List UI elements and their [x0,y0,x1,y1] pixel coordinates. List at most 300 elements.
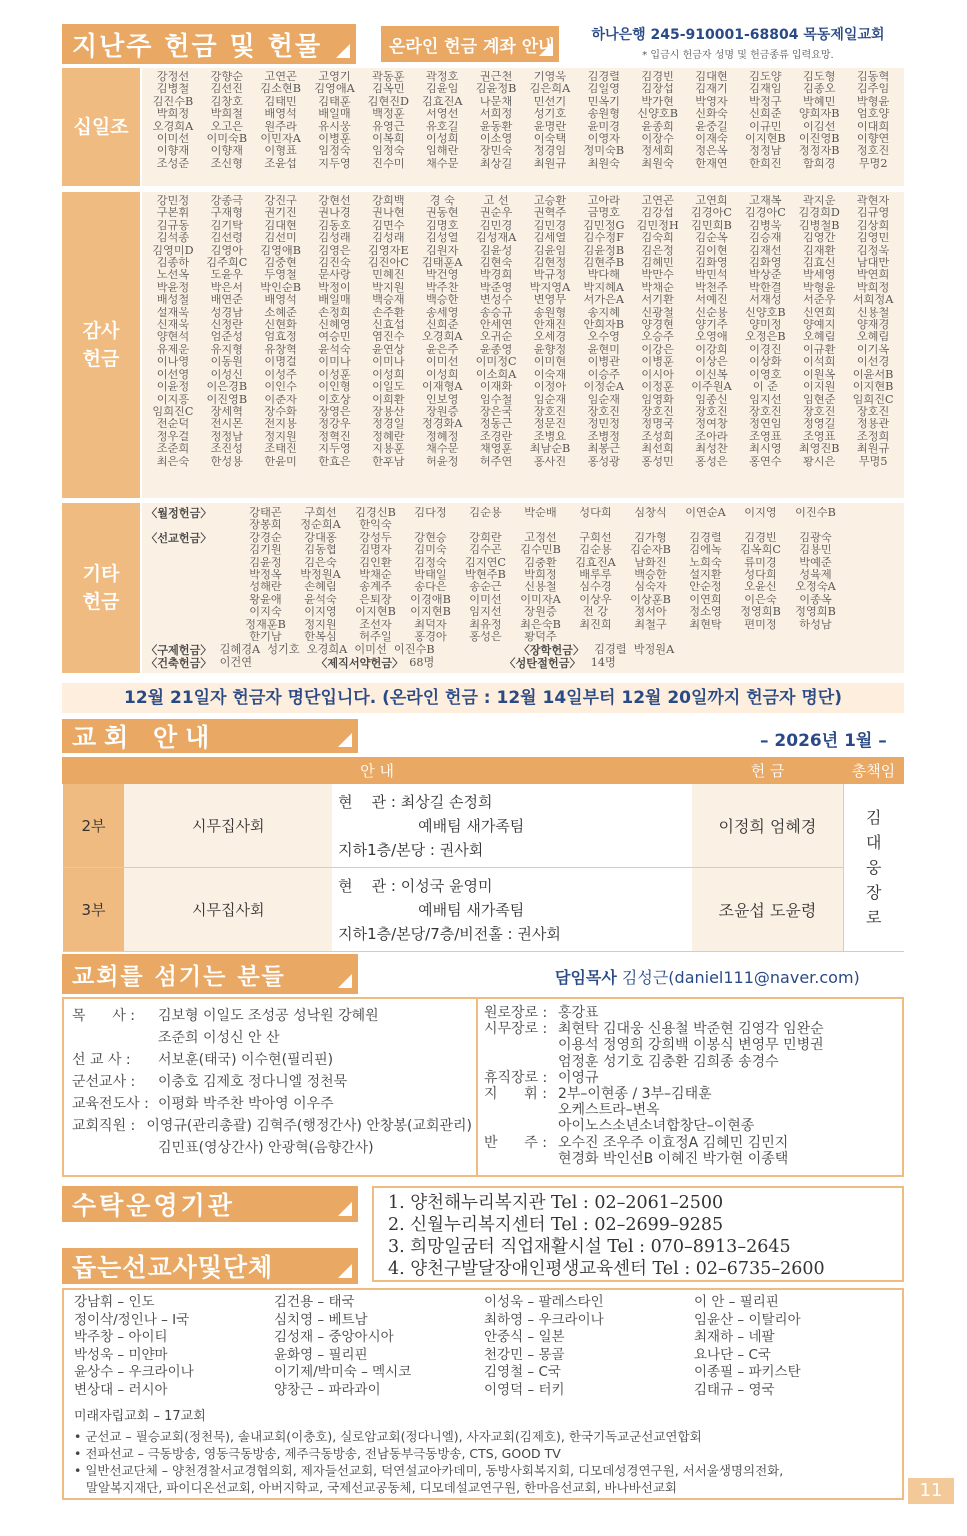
donor-name: 이기옥 [856,343,890,356]
donor-name: 유호길 [426,120,459,133]
donor-name: 박영자 [695,95,728,108]
donor-name: 이신복 [695,368,728,381]
donor-name [788,631,843,643]
missionary-item: 천강민 – 몽골 [484,1346,565,1363]
donor-name [843,631,898,643]
donor-name: 박지영A [529,281,571,294]
donor-name: 이동원 [210,356,243,369]
donor-name: 김태훈 [318,95,351,108]
donor-name: 최덕자 [414,618,447,631]
donor-name [843,532,898,544]
donor-name: 김병철B [798,219,840,232]
donor-name: 정서아 [634,606,667,619]
donor-name: 손주환 [372,306,405,319]
bank-account: 하나은행 245-910001-68804 목동제일교회 [591,27,885,43]
donor-name: 고승환 [533,195,567,207]
donor-name: 송원형 [587,108,620,121]
staff-role: 지 휘 : [484,1086,547,1103]
donor-name: 정경임 [533,145,567,158]
donor-name: 김숙희 [641,232,674,245]
donor-name: 김순옥 [695,232,728,245]
donor-name: 신연희 [803,306,836,319]
donor-name: 김성래 [318,232,351,245]
donor-name: 장수화 [264,405,297,418]
missionary-item: 김성재 – 중앙아시아 [274,1329,394,1345]
donor-name: 신재욱 [156,319,190,332]
tithe-label-text: 십일조 [73,115,129,138]
donor-name: 손혜림 [304,581,337,594]
staff-row [484,1086,900,1102]
donor-name: 구희선 [304,507,337,519]
donor-name: 함희경 [803,157,836,170]
donor-name: 고아라 [587,195,620,207]
staff-role: 휴직장로 : [484,1069,548,1086]
staff-row [72,1071,472,1093]
donor-name: 강현선 [318,195,351,207]
other-offering-label [146,557,238,569]
staff-left-column [72,1005,472,1159]
other-offering-names [238,581,898,593]
donor-name: 서예진 [695,294,728,307]
donor-name: 권동현 [426,207,459,220]
donor-name: 이대희 [856,120,890,133]
donor-name: 손정희 [318,306,351,319]
missionary-item: 김영철 – C국 [484,1364,561,1380]
donor-name: 박가현 [641,95,674,108]
donor-name: 배성철 [156,294,190,307]
tithe-names [146,71,900,170]
donor-name: 최진희 [579,618,612,631]
donor-name: 이장수 [641,133,674,146]
donor-name: 한희진 [749,157,782,170]
missionary-item: 김건용 – 태국 [274,1294,355,1310]
other-offering-label [146,594,238,606]
donor-name: 한재연 [695,157,728,170]
other-offering-row [146,569,898,581]
agency-title [62,1186,358,1222]
donor-name: 양경현 [641,319,674,332]
donor-name: 강민정 [156,195,190,207]
donor-name: 정정남 [210,430,243,443]
donor-name: 김성재A [475,232,517,245]
donor-name: 강향순 [210,71,243,83]
donor-name: 정순희A [300,519,341,532]
donor-name: 최상길 [479,157,513,170]
donor-name: 김화영 [749,257,782,270]
donor-name: 김영애A [314,83,355,96]
other-offering-names [238,619,898,631]
donor-name: 김규동 [156,219,190,232]
bank-account-info [573,24,903,64]
other-offering-names [238,507,898,519]
donor-name: 김병철 [156,83,190,96]
donor-name: 허윤정 [426,455,459,468]
donor-name: 김영간 [803,232,836,245]
missionary-item: 정이삭/정인나 – I국 [74,1311,190,1328]
donor-name: 권혁주 [533,207,567,220]
donor-name: 조윤섭 [264,157,297,170]
donor-name: 최원규 [533,157,567,170]
staff-names: 이평화 박주찬 박아영 이우주 [158,1096,334,1112]
detail-line: 현 관 : 최상길 손정희 [338,792,493,811]
tithe-label [62,68,140,186]
donor-name: 장호진 [533,405,567,418]
tithe-names-box [142,68,904,186]
missionary-item: 변상대 – 러시아 [74,1381,168,1398]
donor-name: 민옥기 [587,95,620,108]
donor-name: 오세경 [533,331,567,344]
donor-name [733,631,788,643]
staff-row [484,1102,900,1118]
donor-name: 송계주 [359,581,392,594]
donor-name: 신순용 [695,306,728,319]
staff-row [72,1137,472,1159]
donor-name: 강희백 [372,195,405,207]
donor-name [788,519,843,531]
donor-name: 홍성은 [469,631,502,643]
donor-name: 여승민 [318,331,351,344]
donor-name: 안세연 [479,319,513,332]
donor-name: 정동근 [479,418,513,431]
agency-title-text: 수탁운영기관 [72,1191,235,1220]
other-offering-label: 〈선교헌금〉 [146,530,212,545]
donor-name: 이김선 [803,120,836,133]
donor-name: 신희준 [749,108,782,121]
donor-name: 장호진 [587,405,620,418]
donor-name: 유지형 [210,343,243,356]
list-item: • 전파선교 – 극동방송, 영동극동방송, 제주극동방송, 전남동부극동방송, CTS, GOOD TV [74,1446,561,1461]
donor-name: 박천주 [695,281,728,294]
other-offering-row [146,507,898,519]
donor-name: 이상화 [749,356,782,369]
detail-line: 지하1층/본당/7층/비전홀 : 권사회 [338,924,561,943]
donor-name: 오승주 [641,331,674,344]
donor-name: 김윤정 [249,556,282,569]
donor-name: 정용관 [856,418,890,431]
donor-name: 박희정 [524,569,557,581]
donor-name: 강성두 [359,531,392,544]
donor-name: 이윤정 [156,381,190,394]
donor-name: 이명걸 [264,356,297,369]
servants-title [62,954,358,994]
donor-name: 안순정 [689,581,722,594]
donor-name: 김재환 [803,244,836,257]
donor-name: 김재임 [749,83,782,96]
donor-name: 이지숙 [249,606,282,619]
donor-name: 장봉희 [249,519,282,532]
donor-name: 백승재 [372,294,405,307]
staff-names: 오케스트라–변옥 [558,1102,660,1119]
donor-name: 성해란 [249,581,282,594]
donor-name: 이소영 [479,133,513,146]
donor-name: 이미나 [372,356,405,369]
donor-name: 임종신 [695,393,728,406]
staff-row [484,1005,900,1021]
donor-name: 인보영 [426,393,459,406]
donor-name: 노선옥 [156,269,190,282]
agency-list [372,1186,904,1282]
donor-name: 도윤우 [210,269,243,282]
donor-name: 변영무 [533,294,567,307]
donor-name: 김윤정B [475,83,517,96]
donor-name: 김경아C [691,207,732,220]
donor-name: 김대현 [695,71,728,83]
scholar-names: 김경렬 박정원A [594,643,675,656]
list-item: 4. 양천구발달장애인평생교육센터 Tel : 02–6735–2600 [388,1259,825,1279]
donor-name: 김경신B [355,507,396,519]
donor-name: 이소희A [475,368,517,381]
other-offering-row [146,519,898,531]
staff-row [72,1115,472,1137]
donor-name: 장은국 [479,405,513,418]
donor-name: 박주찬 [426,281,459,294]
donor-name: 고정선 [524,531,557,544]
staff-right-column [484,1005,900,1167]
other-offering-row [146,619,898,631]
detail-cell [332,784,692,868]
relief-names: 김혜경A 성기호 오경희A 이미선 이진수B [219,643,435,656]
donor-name: 오정숙A [795,581,836,594]
donor-name: 양예지 [803,319,836,332]
thanks-label [62,192,140,498]
other-offering-names [238,557,898,569]
donor-name: 이영호 [749,368,782,381]
donor-name: 배일매 [318,108,351,121]
donor-name: 전시몬 [210,418,243,431]
donor-name: 김에녹 [689,544,722,557]
staff-names: 이충호 김제호 정다니엘 정천묵 [158,1074,348,1090]
donor-name: 박태일 [414,569,447,581]
missionary-item: 윤상수 – 우크라이나 [74,1364,194,1380]
missionary-item: 최재하 – 네팔 [694,1329,775,1345]
missionary-item: 심치영 – 베트남 [274,1311,368,1328]
donor-name: 이선영 [156,368,190,381]
donor-name: 채영훈 [479,443,513,456]
building-offering [146,657,898,669]
donor-name [568,631,623,643]
donor-name: 김명호 [426,219,459,232]
donor-name: 최남순B [529,443,571,456]
donor-name: 김면수 [372,219,405,232]
donor-name: 김은숙 [304,556,337,569]
other-offering-label [146,619,238,631]
donor-name: 김윤성 [479,244,513,257]
other-offering-row [146,532,898,544]
donor-name: 조병요 [533,430,567,443]
donor-name: 백승한 [426,294,459,307]
donor-name: 박상준 [749,269,782,282]
detail-line: 예배팀 새가족팀 [418,900,525,919]
donor-name: 한익숙 [359,519,392,532]
donor-name: 송순근 [469,581,502,594]
donor-name: 오영애 [695,331,728,344]
donor-name: 윤은주 [426,343,459,356]
building-label: 〈건축헌금〉 [146,656,212,670]
donor-name: 이성희 [426,368,459,381]
donor-name: 서영선 [426,108,459,121]
donor-name: 임정숙 [318,145,351,158]
donor-name: 안재진 [533,319,567,332]
donor-name: 서희정A [852,294,894,307]
donor-name: 정연임 [749,418,782,431]
donor-name: 정호진 [856,145,890,158]
donor-name: 장호진 [856,405,890,418]
staff-names: 현경화 박인선B 이혜진 박가현 이종택 [558,1150,789,1167]
donor-name: 이재화 [479,381,513,394]
donor-name: 이정순A [583,381,625,394]
help-title-text: 돕는선교사및단체 [72,1253,274,1282]
donor-name: 류미경 [744,556,777,569]
donor-name: 이규민 [749,120,782,133]
staff-names: 김민표(영상간사) 안광혁(음향간사) [158,1140,374,1156]
donor-name: 박정이 [318,281,351,294]
donor-name: 성다희 [744,569,777,581]
donor-name: 이강희 [695,343,728,356]
donor-name: 김일영 [587,83,620,96]
donor-name: 이희환 [372,393,405,406]
missionary-item: 박주창 – 아이티 [74,1329,168,1345]
online-offering-label [381,26,559,62]
donor-name: 고영기 [318,71,351,83]
donor-name: 최철구 [634,618,667,631]
donor-name: 전순덕 [156,418,190,431]
donor-name: 양기주 [695,319,728,332]
donor-name: 김성래 [372,232,405,245]
other-label-text: 기타 헌금 [82,562,120,613]
donor-name: 김재기 [695,83,728,96]
donor-name: 박연희 [856,269,890,282]
donor-name: 강대홍 [304,531,337,544]
donor-name: 박규정 [533,269,567,282]
donor-name: 정은옥 [695,145,728,158]
donor-name: 김영미D [152,244,194,257]
donor-name: 김재선 [749,244,782,257]
other-offering-label [146,569,238,581]
donor-name: 심창식 [634,507,667,519]
donor-name: 엄호양 [856,108,890,121]
donor-name: 임희진C [852,393,894,406]
corner-triangle-icon [338,733,352,747]
staff-role [484,1118,558,1134]
donor-name [843,569,898,581]
donor-name: 백승한 [634,569,667,581]
donor-name: 오경희A [152,120,194,133]
donor-name: 양현석 [156,331,190,344]
donor-name: 이성신 [210,368,243,381]
donor-name: 조신형 [210,157,243,170]
donor-name: 김은정 [641,244,674,257]
page-number: 11 [908,1478,954,1504]
donor-name: 김수곤 [469,544,502,557]
donor-name: 박다해 [587,269,620,282]
donor-name: 김순용 [579,544,612,557]
donor-name: 윤중길 [695,120,728,133]
donor-name: 서재성 [749,294,782,307]
donor-name: 이원옥 [803,368,836,381]
donor-name: 홍연수 [749,455,782,468]
list-item: 말알복지재단, 파이디온선교회, 아버지학교, 국제선교공동체, 디모데설교연구원, 한마음선교회, 바나바선교회 [74,1480,677,1495]
donor-name: 김정욱 [856,244,890,257]
donor-name [568,519,623,531]
donor-name: 이은숙 [744,593,777,606]
offering-title [62,24,356,64]
donor-name: 김정숙 [414,556,447,569]
donor-name: 남대만 [856,257,890,270]
donor-name: 김윤임 [426,83,459,96]
donor-name: 배연준 [210,294,243,307]
donor-name [678,631,733,643]
donor-name: 김동혁 [856,71,890,83]
donor-name: 김경아C [744,207,786,220]
donor-name: 고연희 [695,195,728,207]
donor-name: 서기환 [641,294,674,307]
guide-title-text: 교회 안내 [72,723,218,752]
list-item: 2. 신월누리복지센터 Tel : 02–2699–9285 [388,1215,724,1235]
donor-name: 장원증 [524,606,557,619]
donor-name: 구본휘 [156,207,190,220]
senior-pastor [555,965,860,988]
list-item: 3. 희망일굼터 직업재활시설 Tel : 070–8913–2645 [388,1237,791,1257]
donor-name: 이성주 [264,368,297,381]
other-offering-row [146,594,898,606]
donor-name [513,519,568,531]
donor-name: 김선진 [210,83,243,96]
donor-name: 김가형 [634,531,667,544]
staff-names: 김보형 이일도 조성공 성낙원 강혜원 [158,1008,379,1024]
donor-name: 윤향정 [533,343,567,356]
donor-name: 정미숙B [583,145,625,158]
donor-name: 김화영 [695,257,728,270]
donor-name: 이재형A [421,381,463,394]
donor-name: 김강섭 [641,207,674,220]
donor-name: 김경희D [798,207,840,220]
donor-name: 이규환 [803,343,836,356]
donor-name: 박현주B [465,569,506,581]
staff-row [484,1118,900,1134]
donor-name: 심수경 [579,581,612,594]
donor-name: 염진수 [372,331,405,344]
donor-name: 김영자E [368,244,409,257]
donor-name: 정지원 [264,430,297,443]
donor-name: 이상은 [695,356,728,369]
donor-name: 권나현 [372,207,405,220]
detail-line: 예배팀 새가족팀 [418,816,525,835]
donor-name: 전 강 [582,606,609,619]
staff-names: 엄정훈 성기호 김충환 김희종 송경수 [558,1053,779,1070]
donor-name: 권순우 [479,207,513,220]
donor-name: 정영희B [740,606,781,619]
donor-name [843,606,898,618]
donor-name [843,544,898,556]
donor-name: 이주원A [691,381,732,394]
donor-name: 정영희B [795,606,836,619]
donor-name: 강현승 [414,531,447,544]
donor-name: 민선기 [533,95,567,108]
donor-name: 이향재 [156,145,190,158]
donor-name: 곽현자 [856,195,890,207]
donor-name: 이병훈 [318,133,351,146]
donor-name [843,581,898,593]
col-chief: 총책임 [844,758,904,784]
donor-name: 이상훈B [630,593,671,606]
donor-name: 오귀순 [479,331,513,344]
donor-name: 설재욱 [156,306,190,319]
donor-name: 이진영B [798,133,840,146]
building-names: 이건연 [219,656,253,669]
donor-name: 김혜민 [641,257,674,270]
donor-name: 신효섭 [372,319,405,332]
donor-name: 이석희 [803,356,836,369]
